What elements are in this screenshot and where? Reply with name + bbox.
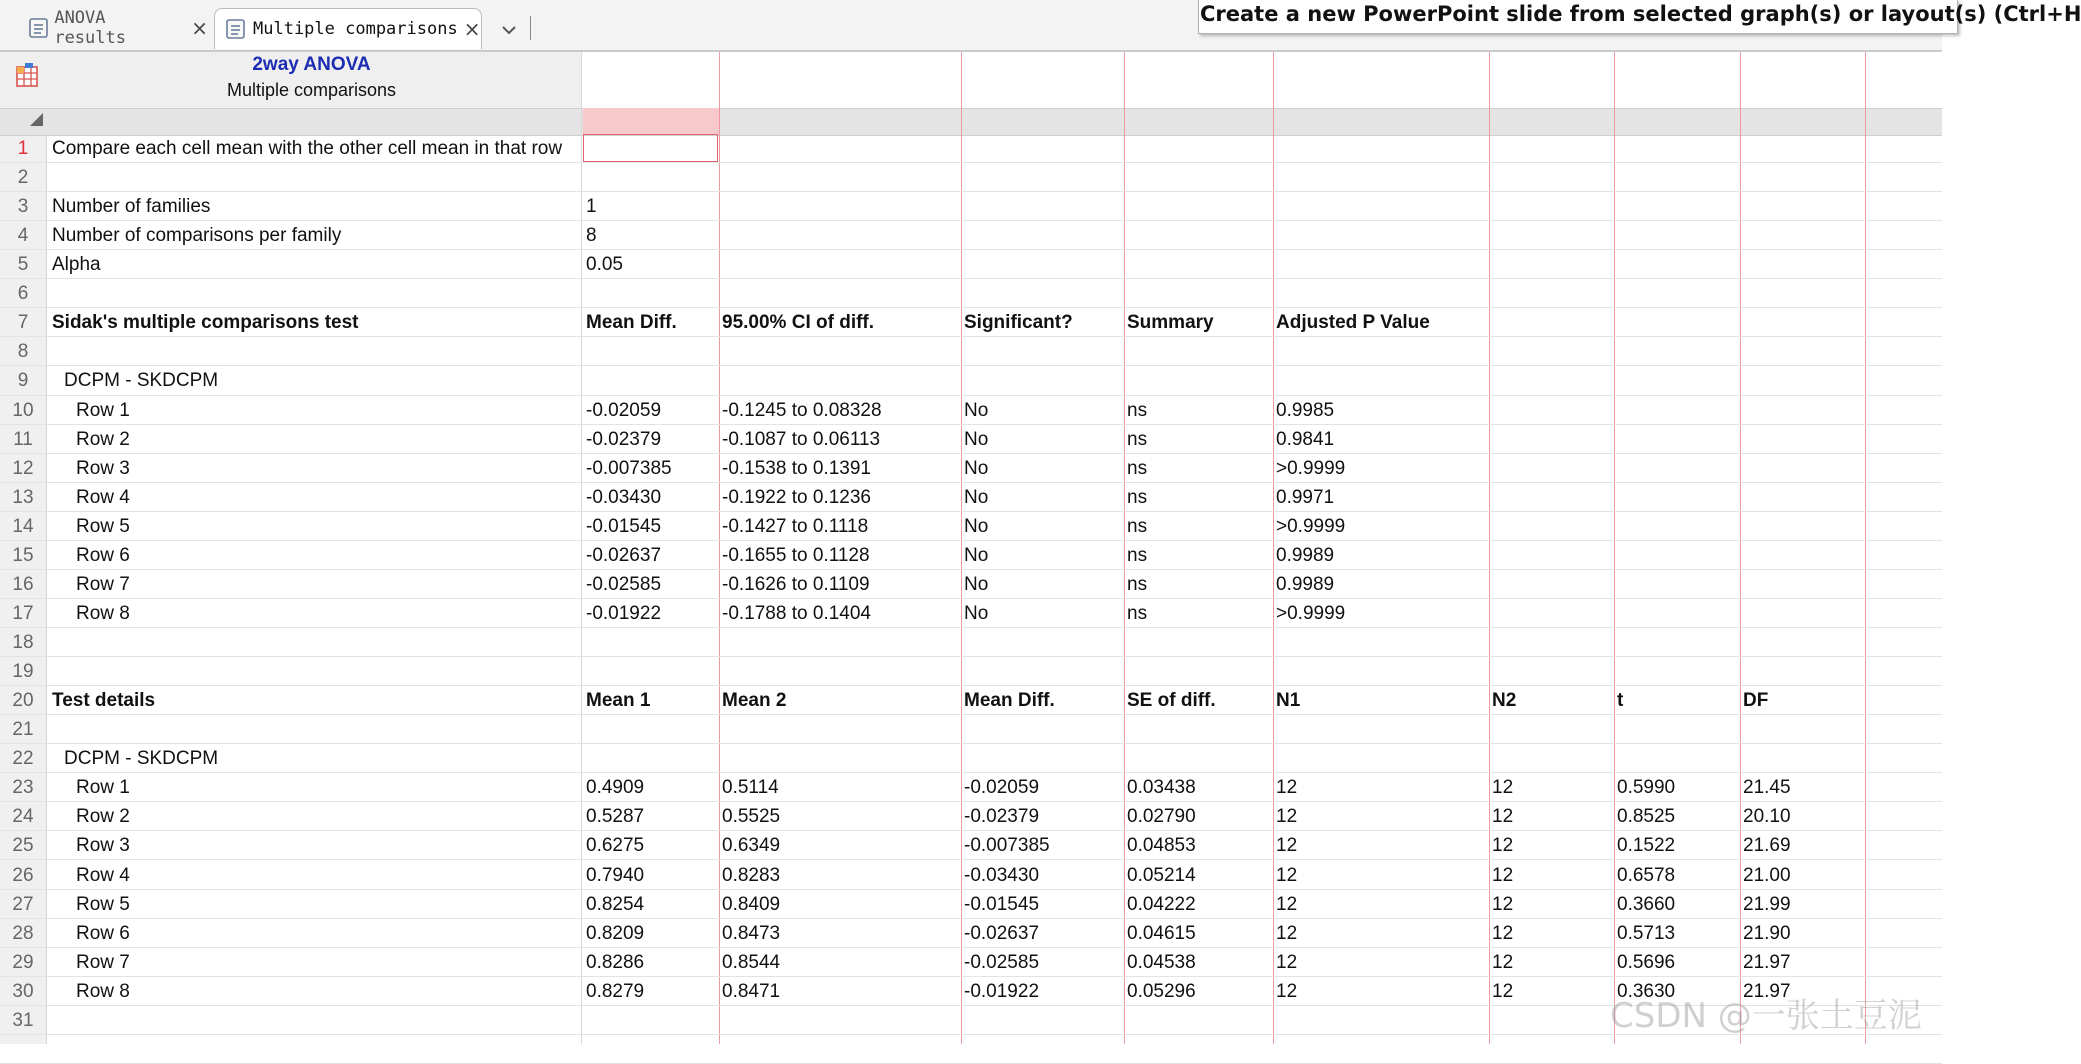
row-number[interactable]: 4 xyxy=(17,225,29,246)
table-cell[interactable]: Row 8 xyxy=(76,981,130,1002)
row-number[interactable]: 9 xyxy=(17,370,29,391)
table-cell[interactable]: DCPM - SKDCPM xyxy=(64,370,219,391)
table-cell[interactable]: ns xyxy=(1127,603,1148,624)
table-cell[interactable]: Test details xyxy=(52,690,156,711)
table-cell[interactable]: 21.45 xyxy=(1743,777,1791,798)
row-number[interactable]: 26 xyxy=(12,865,34,886)
row-number[interactable]: 19 xyxy=(12,661,34,682)
table-cell[interactable]: 0.9971 xyxy=(1276,487,1335,508)
tab-anova-results[interactable] xyxy=(18,8,208,48)
table-cell[interactable]: 0.8283 xyxy=(722,865,781,886)
table-cell[interactable]: 0.6349 xyxy=(722,835,781,856)
column-divider xyxy=(1865,52,1866,1044)
table-cell[interactable]: 0.8471 xyxy=(722,981,781,1002)
table-cell[interactable]: 21.99 xyxy=(1743,894,1791,915)
row-divider xyxy=(0,656,1942,657)
table-cell[interactable]: 0.04222 xyxy=(1127,894,1196,915)
table-cell[interactable]: No xyxy=(964,603,989,624)
table-cell[interactable]: 21.00 xyxy=(1743,865,1791,886)
column-divider xyxy=(1614,52,1615,1044)
row-divider xyxy=(0,743,1942,744)
row-number[interactable]: 17 xyxy=(12,603,34,624)
row-number[interactable]: 23 xyxy=(12,777,34,798)
table-cell[interactable]: 0.02790 xyxy=(1127,806,1196,827)
row-number[interactable]: 24 xyxy=(12,806,34,827)
table-cell[interactable]: -0.1427 to 0.1118 xyxy=(722,516,869,537)
table-cell[interactable]: 0.03438 xyxy=(1127,777,1196,798)
table-cell[interactable]: SE of diff. xyxy=(1127,690,1216,711)
row-divider xyxy=(0,395,1942,396)
table-cell[interactable]: 12 xyxy=(1492,981,1514,1002)
row-divider xyxy=(0,627,1942,628)
tab-list-dropdown[interactable] xyxy=(492,14,526,46)
selected-cell[interactable] xyxy=(583,134,718,162)
table-cell[interactable]: 0.04538 xyxy=(1127,952,1196,973)
table-cell[interactable]: 0.9841 xyxy=(1276,429,1335,450)
table-cell[interactable]: -0.01922 xyxy=(964,981,1040,1002)
column-divider xyxy=(1489,52,1490,1044)
table-cell[interactable]: 0.5114 xyxy=(722,777,779,798)
table-cell[interactable]: No xyxy=(964,574,989,595)
row-divider xyxy=(0,801,1942,802)
table-cell[interactable]: 0.1522 xyxy=(1617,835,1676,856)
table-cell[interactable]: 0.8279 xyxy=(586,981,645,1002)
table-cell[interactable]: 0.04853 xyxy=(1127,835,1196,856)
table-cell[interactable]: 0.8409 xyxy=(722,894,781,915)
table-cell[interactable]: 0.8473 xyxy=(722,923,781,944)
table-cell[interactable]: Row 6 xyxy=(76,545,130,566)
table-cell[interactable]: 0.5525 xyxy=(722,806,781,827)
table-cell[interactable]: -0.02585 xyxy=(586,574,662,595)
row-divider xyxy=(0,772,1942,773)
table-cell[interactable]: 12 xyxy=(1492,923,1514,944)
table-icon[interactable] xyxy=(14,62,42,90)
table-cell[interactable]: 12 xyxy=(1276,865,1298,886)
table-cell[interactable]: Row 2 xyxy=(76,429,130,450)
close-icon[interactable]: × xyxy=(463,17,481,41)
table-cell[interactable]: N2 xyxy=(1492,690,1517,711)
table-cell[interactable]: 12 xyxy=(1492,865,1514,886)
row-number[interactable]: 31 xyxy=(12,1010,34,1031)
table-cell[interactable]: Mean 1 xyxy=(586,690,651,711)
table-cell[interactable]: 21.69 xyxy=(1743,835,1791,856)
column-header-row xyxy=(0,108,1942,136)
chevron-down-icon xyxy=(500,24,518,36)
table-cell[interactable]: ns xyxy=(1127,487,1148,508)
table-cell[interactable]: Row 6 xyxy=(76,923,130,944)
table-cell[interactable]: Row 7 xyxy=(76,574,130,595)
row-divider xyxy=(0,830,1942,831)
row-divider xyxy=(0,569,1942,570)
table-cell[interactable]: 12 xyxy=(1276,894,1298,915)
row-divider xyxy=(0,249,1942,250)
table-cell[interactable]: No xyxy=(964,400,989,421)
table-cell[interactable]: -0.02379 xyxy=(586,429,662,450)
table-cell[interactable]: -0.03430 xyxy=(964,865,1040,886)
table-cell[interactable]: Row 1 xyxy=(76,400,130,421)
table-cell[interactable]: No xyxy=(964,429,989,450)
row-divider xyxy=(0,307,1942,308)
table-cell[interactable]: -0.1655 to 0.1128 xyxy=(722,545,870,566)
table-cell[interactable]: 95.00% CI of diff. xyxy=(722,312,875,333)
table-cell[interactable]: 12 xyxy=(1492,835,1514,856)
column-divider xyxy=(961,52,962,1044)
table-cell[interactable]: -0.1087 to 0.06113 xyxy=(722,429,881,450)
row-divider xyxy=(0,540,1942,541)
close-icon[interactable]: × xyxy=(191,16,208,40)
row-number[interactable]: 20 xyxy=(12,690,34,711)
table-cell[interactable]: No xyxy=(964,545,989,566)
row-number[interactable]: 27 xyxy=(12,894,34,915)
column-divider xyxy=(1273,52,1274,1044)
table-cell[interactable]: Row 4 xyxy=(76,865,130,886)
row-number[interactable]: 3 xyxy=(17,196,29,217)
table-cell[interactable]: Compare each cell mean with the other cell mean in that row xyxy=(52,138,563,159)
row-number[interactable]: 30 xyxy=(12,981,34,1002)
table-cell[interactable]: 0.7940 xyxy=(586,865,645,886)
row-divider xyxy=(0,598,1942,599)
row-divider xyxy=(0,685,1942,686)
table-cell[interactable]: 1 xyxy=(586,196,597,217)
table-cell[interactable]: 0.5713 xyxy=(1617,923,1676,944)
table-cell[interactable]: 12 xyxy=(1492,952,1514,973)
table-cell[interactable]: Row 3 xyxy=(76,835,130,856)
table-cell[interactable]: Mean Diff. xyxy=(586,312,677,333)
toolbar-separator xyxy=(530,16,531,40)
table-cell[interactable]: 0.3630 xyxy=(1617,981,1676,1002)
table-cell[interactable]: 0.8209 xyxy=(586,923,645,944)
table-cell[interactable]: DF xyxy=(1743,690,1769,711)
row-number[interactable]: 12 xyxy=(12,458,34,479)
table-cell[interactable]: No xyxy=(964,516,989,537)
table-cell[interactable]: 0.8544 xyxy=(722,952,781,973)
row-number[interactable]: 25 xyxy=(12,835,34,856)
select-all-corner-icon[interactable] xyxy=(30,113,43,126)
row-number[interactable]: 29 xyxy=(12,952,34,973)
row-number[interactable]: 14 xyxy=(12,516,34,537)
row-number[interactable]: 16 xyxy=(12,574,34,595)
table-cell[interactable]: DCPM - SKDCPM xyxy=(64,748,219,769)
table-cell[interactable]: -0.02637 xyxy=(586,545,662,566)
column-divider xyxy=(719,52,720,1044)
row-number[interactable]: 6 xyxy=(17,283,29,304)
table-cell[interactable]: -0.1245 to 0.08328 xyxy=(722,400,882,421)
row-divider xyxy=(0,947,1942,948)
row-number[interactable]: 8 xyxy=(17,341,29,362)
table-cell[interactable]: Mean Diff. xyxy=(964,690,1055,711)
table-cell[interactable]: ns xyxy=(1127,429,1148,450)
table-cell[interactable]: Row 3 xyxy=(76,458,130,479)
table-cell[interactable]: 0.8525 xyxy=(1617,806,1676,827)
table-cell[interactable]: -0.02585 xyxy=(964,952,1040,973)
table-cell[interactable]: 12 xyxy=(1492,777,1514,798)
table-cell[interactable]: Row 1 xyxy=(76,777,130,798)
sheet-subtitle: Multiple comparisons xyxy=(226,80,397,100)
table-cell[interactable]: No xyxy=(964,487,989,508)
row-number[interactable]: 10 xyxy=(12,400,34,421)
row-divider xyxy=(0,976,1942,977)
table-cell[interactable]: ns xyxy=(1127,574,1148,595)
column-divider xyxy=(1124,52,1125,1044)
table-cell[interactable]: 12 xyxy=(1276,777,1298,798)
row-number[interactable]: 28 xyxy=(12,923,34,944)
table-cell[interactable]: -0.1788 to 0.1404 xyxy=(722,603,871,624)
row-divider xyxy=(0,220,1942,221)
row-number[interactable]: 21 xyxy=(12,719,34,740)
row-divider xyxy=(0,336,1942,337)
table-cell[interactable]: Row 7 xyxy=(76,952,130,973)
table-cell[interactable]: No xyxy=(964,458,989,479)
table-cell[interactable]: 0.05 xyxy=(586,254,623,275)
table-cell[interactable]: -0.02379 xyxy=(964,806,1040,827)
table-cell[interactable]: 12 xyxy=(1492,806,1514,827)
row-divider xyxy=(0,191,1942,192)
table-cell[interactable]: 12 xyxy=(1276,952,1298,973)
row-number[interactable]: 5 xyxy=(17,254,29,275)
table-cell[interactable]: Significant? xyxy=(964,312,1073,333)
table-cell[interactable]: 0.9989 xyxy=(1276,574,1335,595)
row-divider xyxy=(0,714,1942,715)
row-divider xyxy=(0,918,1942,919)
row-number[interactable]: 7 xyxy=(17,312,29,333)
row-number[interactable]: 15 xyxy=(12,545,34,566)
table-cell[interactable]: >0.9999 xyxy=(1276,458,1346,479)
table-cell[interactable]: 0.9985 xyxy=(1276,400,1335,421)
powerpoint-tooltip: Create a new PowerPoint slide from selected graph(s) or layout(s) (Ctrl+H xyxy=(1198,0,1958,34)
row-divider xyxy=(0,365,1942,366)
table-cell[interactable]: Number of families xyxy=(52,196,211,217)
table-cell[interactable]: Row 5 xyxy=(76,894,130,915)
table-cell[interactable]: 0.05214 xyxy=(1127,865,1196,886)
table-cell[interactable]: Row 4 xyxy=(76,487,130,508)
column-divider xyxy=(581,52,582,1044)
table-cell[interactable]: 0.5990 xyxy=(1617,777,1676,798)
table-cell[interactable]: -0.1626 to 0.1109 xyxy=(722,574,870,595)
row-divider xyxy=(0,424,1942,425)
table-cell[interactable]: -0.1922 to 0.1236 xyxy=(722,487,871,508)
selected-column-header[interactable] xyxy=(583,108,719,134)
results-sheet-icon xyxy=(225,18,247,40)
row-number[interactable]: 1 xyxy=(17,138,29,159)
table-cell[interactable]: 0.3660 xyxy=(1617,894,1676,915)
tab-label: ANOVA results xyxy=(54,8,126,48)
sheet-title: 2way ANOVA xyxy=(252,54,371,75)
table-cell[interactable]: 12 xyxy=(1276,835,1298,856)
tab-multiple-comparisons[interactable] xyxy=(214,8,482,49)
table-cell[interactable]: >0.9999 xyxy=(1276,603,1346,624)
table-cell[interactable]: 21.97 xyxy=(1743,981,1791,1002)
table-cell[interactable]: -0.02059 xyxy=(964,777,1040,798)
table-cell[interactable]: ns xyxy=(1127,458,1148,479)
row-divider xyxy=(0,278,1942,279)
row-divider xyxy=(0,453,1942,454)
row-divider xyxy=(0,162,1942,163)
table-cell[interactable]: 0.05296 xyxy=(1127,981,1196,1002)
table-cell[interactable]: 0.6578 xyxy=(1617,865,1676,886)
table-cell[interactable]: 0.04615 xyxy=(1127,923,1196,944)
table-cell[interactable]: 0.8286 xyxy=(586,952,645,973)
table-cell[interactable]: Number of comparisons per family xyxy=(52,225,342,246)
table-cell[interactable]: Mean 2 xyxy=(722,690,787,711)
table-cell[interactable]: Row 5 xyxy=(76,516,130,537)
table-cell[interactable]: -0.02637 xyxy=(964,923,1040,944)
table-cell[interactable]: Row 8 xyxy=(76,603,130,624)
table-cell[interactable]: 20.10 xyxy=(1743,806,1791,827)
table-cell[interactable]: -0.01545 xyxy=(964,894,1040,915)
table-cell[interactable]: 0.5696 xyxy=(1617,952,1676,973)
table-cell[interactable]: -0.007385 xyxy=(964,835,1050,856)
table-cell[interactable]: 0.8254 xyxy=(586,894,645,915)
row-number[interactable]: 2 xyxy=(17,167,29,188)
table-cell[interactable]: 12 xyxy=(1276,806,1298,827)
table-cell[interactable]: Summary xyxy=(1127,312,1214,333)
table-cell[interactable]: Row 2 xyxy=(76,806,130,827)
table-cell[interactable]: 21.97 xyxy=(1743,952,1791,973)
row-divider xyxy=(0,859,1942,860)
table-cell[interactable]: 12 xyxy=(1276,923,1298,944)
table-cell[interactable]: Alpha xyxy=(52,254,101,275)
table-cell[interactable]: >0.9999 xyxy=(1276,516,1346,537)
table-cell[interactable]: 0.5287 xyxy=(586,806,645,827)
row-divider xyxy=(0,511,1942,512)
table-cell[interactable]: -0.007385 xyxy=(586,458,672,479)
table-cell[interactable]: 12 xyxy=(1276,981,1298,1002)
table-cell[interactable]: ns xyxy=(1127,545,1148,566)
tab-label: Multiple comparisons xyxy=(253,19,458,39)
table-cell[interactable]: N1 xyxy=(1276,690,1301,711)
table-cell[interactable]: ns xyxy=(1127,400,1148,421)
table-cell[interactable]: 8 xyxy=(586,225,597,246)
table-cell[interactable]: Adjusted P Value xyxy=(1276,312,1430,333)
table-cell[interactable]: 0.6275 xyxy=(586,835,645,856)
row-number[interactable]: 22 xyxy=(12,748,34,769)
table-cell[interactable]: -0.1538 to 0.1391 xyxy=(722,458,871,479)
column-divider xyxy=(1740,52,1741,1044)
column-title-band xyxy=(582,52,1942,108)
table-cell[interactable]: 0.4909 xyxy=(586,777,645,798)
table-cell[interactable]: -0.03430 xyxy=(586,487,662,508)
table-cell[interactable]: 21.90 xyxy=(1743,923,1791,944)
row-divider xyxy=(0,889,1942,890)
row-number[interactable]: 11 xyxy=(13,429,33,450)
watermark: CSDN @一张土豆泥 xyxy=(1610,996,1922,1036)
table-cell[interactable]: -0.01545 xyxy=(586,516,662,537)
row-number[interactable]: 18 xyxy=(12,632,34,653)
table-cell[interactable]: Sidak's multiple comparisons test xyxy=(52,312,359,333)
table-cell[interactable]: -0.02059 xyxy=(586,400,662,421)
table-cell[interactable]: -0.01922 xyxy=(586,603,662,624)
table-cell[interactable]: t xyxy=(1617,690,1624,711)
table-cell[interactable]: 12 xyxy=(1492,894,1514,915)
table-cell[interactable]: ns xyxy=(1127,516,1148,537)
table-cell[interactable]: 0.9989 xyxy=(1276,545,1335,566)
results-sheet-icon xyxy=(28,17,48,39)
row-number[interactable]: 13 xyxy=(12,487,34,508)
row-divider xyxy=(0,482,1942,483)
